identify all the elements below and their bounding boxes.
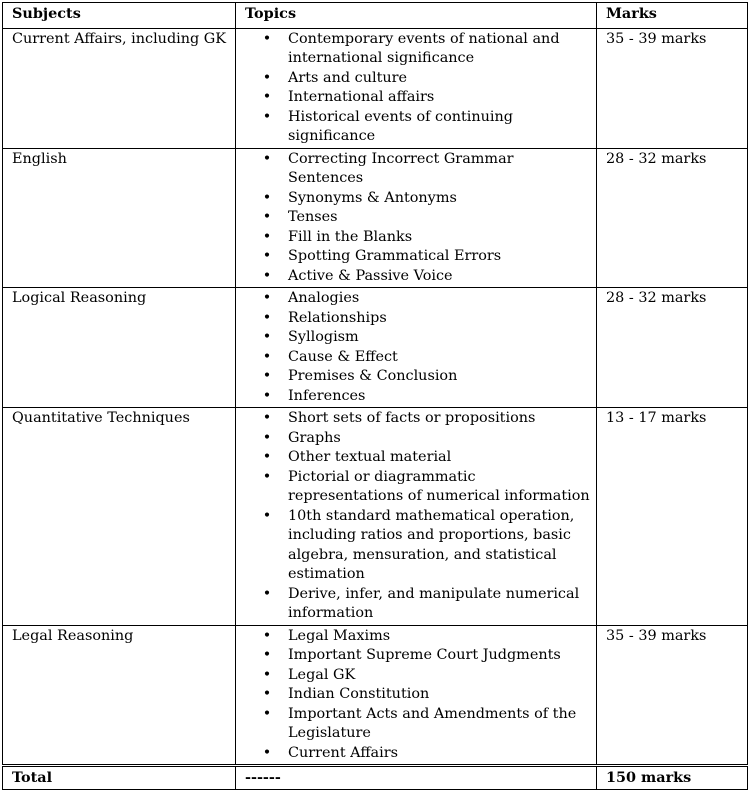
topic-text: Analogies bbox=[288, 290, 360, 306]
list-item bbox=[244, 289, 592, 309]
total-marks: 150 marks bbox=[597, 766, 748, 790]
marks-cell: 35 - 39 marks bbox=[597, 625, 748, 766]
subject-cell: Logical Reasoning bbox=[3, 288, 236, 408]
topic-text: Indian Constitution bbox=[288, 686, 430, 702]
list-item bbox=[244, 328, 592, 348]
bullet-icon: • bbox=[262, 666, 272, 683]
topic-text: Important Supreme Court Judgments bbox=[288, 647, 561, 663]
list-item bbox=[244, 189, 592, 209]
table-row bbox=[3, 148, 748, 288]
topics-cell bbox=[236, 28, 597, 148]
bullet-icon: • bbox=[262, 150, 272, 167]
topic-text: Contemporary events of national and international significance bbox=[288, 30, 560, 66]
topic-text: Derive, infer, and manipulate numerical information bbox=[288, 585, 580, 621]
bullet-icon: • bbox=[262, 387, 272, 404]
list-item bbox=[244, 387, 592, 407]
list-item bbox=[244, 448, 592, 468]
topics-cell bbox=[236, 148, 597, 288]
topic-text: Cause & Effect bbox=[288, 348, 398, 365]
list-item bbox=[244, 150, 592, 189]
bullet-icon: • bbox=[262, 267, 272, 284]
bullet-icon: • bbox=[262, 507, 272, 524]
list-item bbox=[244, 267, 592, 287]
bullet-icon: • bbox=[262, 189, 272, 206]
bullet-icon: • bbox=[262, 449, 272, 465]
marks-cell: 28 - 32 marks bbox=[597, 288, 748, 408]
list-item bbox=[244, 646, 592, 666]
bullet-icon: • bbox=[262, 309, 272, 326]
list-item bbox=[244, 348, 592, 368]
bullet-icon: • bbox=[262, 329, 272, 345]
list-item bbox=[244, 409, 592, 429]
list-item bbox=[244, 88, 592, 108]
topic-text: Synonyms & Antonyms bbox=[288, 189, 457, 206]
marks-cell: 28 - 32 marks bbox=[597, 148, 748, 288]
list-item bbox=[244, 30, 592, 69]
topics-cell bbox=[236, 408, 597, 626]
total-row bbox=[3, 766, 748, 790]
table-row bbox=[3, 625, 748, 766]
bullet-icon: • bbox=[262, 209, 272, 225]
bullet-icon: • bbox=[262, 468, 272, 485]
list-item bbox=[244, 69, 592, 89]
topic-text: Syllogism bbox=[288, 329, 359, 345]
topic-text: Legal Maxims bbox=[288, 627, 391, 644]
marks-cell: 35 - 39 marks bbox=[597, 28, 748, 148]
bullet-icon: • bbox=[262, 686, 272, 702]
topic-text: Historical events of continuing significance bbox=[288, 108, 514, 144]
topic-text: Pictorial or diagrammatic representations of numerical information bbox=[288, 468, 590, 504]
list-item bbox=[244, 468, 592, 507]
topic-text: Tenses bbox=[288, 209, 338, 225]
topic-text: Important Acts and Amendments of the Legislature bbox=[288, 705, 577, 741]
topics-list bbox=[244, 627, 592, 764]
subject-cell: Quantitative Techniques bbox=[3, 408, 236, 626]
topics-list bbox=[244, 30, 592, 147]
list-item bbox=[244, 309, 592, 329]
topic-text: Other textual material bbox=[288, 449, 452, 465]
bullet-icon: • bbox=[262, 429, 272, 446]
topic-text: Short sets of facts or propositions bbox=[288, 410, 536, 426]
list-item bbox=[244, 666, 592, 686]
subject-cell: English bbox=[3, 148, 236, 288]
topics-list bbox=[244, 409, 592, 624]
total-topics: ------ bbox=[236, 766, 597, 790]
list-item bbox=[244, 685, 592, 705]
topic-text: Active & Passive Voice bbox=[288, 267, 453, 284]
bullet-icon: • bbox=[262, 290, 272, 306]
list-item bbox=[244, 208, 592, 228]
bullet-icon: • bbox=[262, 69, 272, 86]
list-item bbox=[244, 228, 592, 248]
list-item bbox=[244, 705, 592, 744]
header-topics: Topics bbox=[236, 3, 597, 29]
topic-text: Graphs bbox=[288, 429, 341, 446]
total-label: Total bbox=[3, 766, 236, 790]
topics-cell bbox=[236, 625, 597, 766]
topic-text: International affairs bbox=[288, 89, 435, 105]
bullet-icon: • bbox=[262, 705, 272, 722]
topic-text: Correcting Incorrect Grammar Sentences bbox=[288, 150, 514, 186]
topic-text: Current Affairs bbox=[288, 744, 398, 761]
subject-cell: Legal Reasoning bbox=[3, 625, 236, 766]
topic-text: Arts and culture bbox=[288, 69, 408, 86]
list-item bbox=[244, 367, 592, 387]
topics-list bbox=[244, 150, 592, 287]
list-item bbox=[244, 507, 592, 585]
header-row bbox=[3, 3, 748, 29]
header-subjects: Subjects bbox=[3, 3, 236, 29]
table-row bbox=[3, 408, 748, 626]
list-item bbox=[244, 247, 592, 267]
bullet-icon: • bbox=[262, 585, 272, 602]
bullet-icon: • bbox=[262, 30, 272, 47]
bullet-icon: • bbox=[262, 228, 272, 245]
topic-text: Relationships bbox=[288, 309, 387, 326]
table-row bbox=[3, 288, 748, 408]
bullet-icon: • bbox=[262, 647, 272, 663]
bullet-icon: • bbox=[262, 368, 272, 384]
list-item bbox=[244, 429, 592, 449]
bullet-icon: • bbox=[262, 744, 272, 761]
bullet-icon: • bbox=[262, 348, 272, 365]
header-marks: Marks bbox=[597, 3, 748, 29]
topic-text: Premises & Conclusion bbox=[288, 368, 458, 384]
bullet-icon: • bbox=[262, 89, 272, 105]
bullet-icon: • bbox=[262, 410, 272, 426]
list-item bbox=[244, 744, 592, 764]
topic-text: Fill in the Blanks bbox=[288, 228, 413, 245]
table-row bbox=[3, 28, 748, 148]
topics-list bbox=[244, 289, 592, 406]
bullet-icon: • bbox=[262, 108, 272, 125]
bullet-icon: • bbox=[262, 248, 272, 264]
topics-cell bbox=[236, 288, 597, 408]
marks-cell: 13 - 17 marks bbox=[597, 408, 748, 626]
topic-text: Inferences bbox=[288, 387, 366, 404]
syllabus-table bbox=[2, 2, 748, 790]
topic-text: Legal GK bbox=[288, 666, 356, 683]
list-item bbox=[244, 585, 592, 624]
list-item bbox=[244, 627, 592, 647]
topic-text: Spotting Grammatical Errors bbox=[288, 248, 502, 264]
subject-cell: Current Affairs, including GK bbox=[3, 28, 236, 148]
list-item bbox=[244, 108, 592, 147]
topic-text: 10th standard mathematical operation, including ratios and proportions, basic algebra, mensuration, and statistical estimation bbox=[288, 507, 575, 582]
bullet-icon: • bbox=[262, 627, 272, 644]
table-body bbox=[3, 28, 748, 766]
